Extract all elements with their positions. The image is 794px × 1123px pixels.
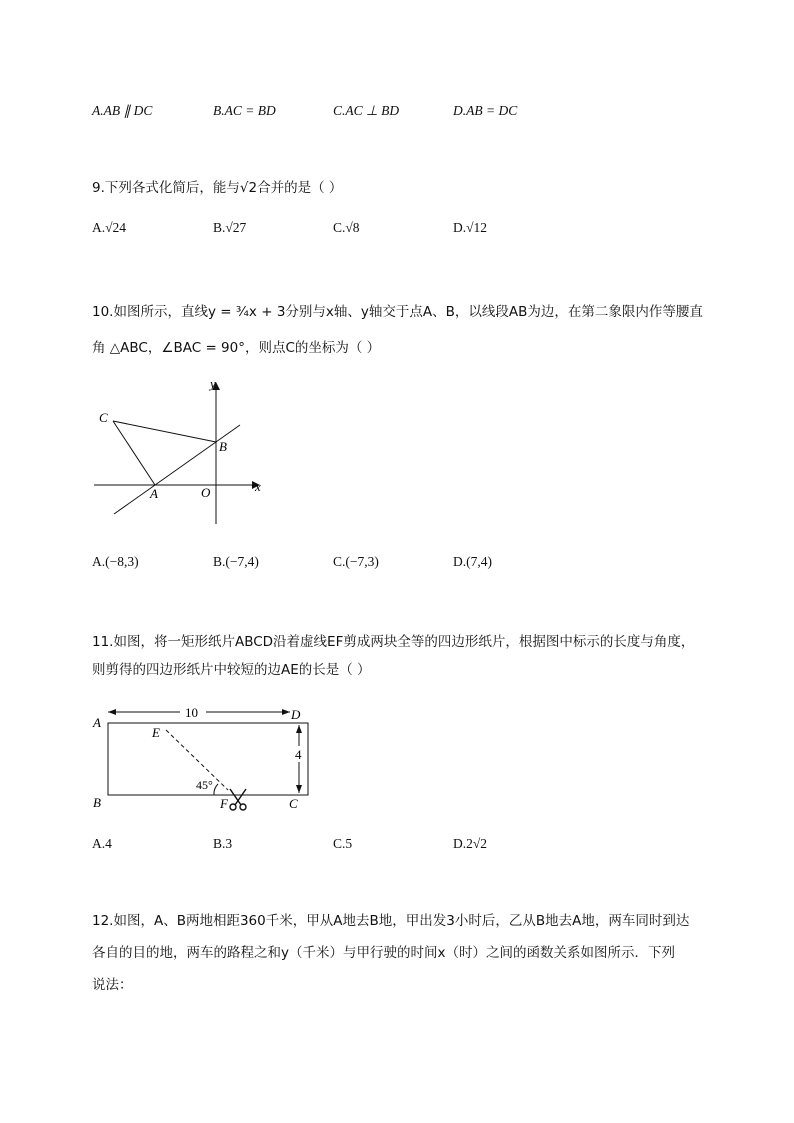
q10-stem-line1: 10.如图所示，直线y = ¾x + 3分别与x轴、y轴交于点A、B，以线段AB为边，在第二象限内作等腰直	[92, 304, 703, 320]
q11-stem-line1: 11.如图，将一矩形纸片ABCD沿着虚线EF剪成两块全等的四边形纸片，根据图中标示的长度与角度，	[92, 634, 695, 650]
q8-option-b: B.AC = BD	[213, 103, 276, 118]
q11-label-d: D	[291, 707, 301, 722]
q9-option-a: A.√24	[92, 220, 127, 235]
q12-line3: 说法：	[92, 977, 133, 993]
scissors-icon	[230, 789, 246, 810]
q12-line1: 12.如图，A、B两地相距360千米，甲从A地去B地，甲出发3小时后，乙从B地去A地，两车同时到达	[92, 913, 690, 929]
q10-option-b: B.(−7,4)	[213, 554, 259, 569]
q8-option-a: A.AB ∥ DC	[92, 103, 153, 118]
q10-label-c: C	[99, 410, 108, 425]
q8-option-d: D.AB = DC	[453, 103, 518, 118]
q9-option-c: C.√8	[333, 220, 360, 235]
q10-stem-line2: 角 △ABC，∠BAC = 90°，则点C的坐标为（ ）	[92, 340, 381, 356]
q8-option-c: C.AC ⊥ BD	[333, 103, 400, 118]
q9-option-d: D.√12	[453, 220, 488, 235]
q10-option-d: D.(7,4)	[453, 554, 492, 569]
q10-label-o: O	[201, 485, 211, 500]
q12-line2: 各自的目的地，两车的路程之和y（千米）与甲行驶的时间x（时）之间的函数关系如图所示．下列	[92, 945, 675, 961]
q11-label-c: C	[289, 796, 298, 811]
q11-label-e: E	[152, 725, 160, 740]
q10-figure	[80, 370, 270, 530]
q11-label-b: B	[93, 795, 101, 810]
q11-label-f: F	[220, 796, 228, 811]
q10-option-a: A.(−8,3)	[92, 554, 139, 569]
q10-label-y: y	[210, 376, 216, 391]
q9-stem: 9.下列各式化简后，能与√2合并的是（ ）	[92, 180, 343, 196]
q11-option-c: C.5	[333, 836, 353, 851]
q10-segment-cb	[113, 421, 216, 442]
q11-label-side-length: 4	[295, 747, 302, 762]
q9-option-b: B.√27	[213, 220, 247, 235]
q10-label-a: A	[150, 486, 158, 501]
q11-stem-line2: 则剪得的四边形纸片中较短的边AE的长是（ ）	[92, 662, 371, 678]
q10-label-x: x	[255, 479, 261, 494]
q11-label-angle: 45°	[196, 778, 213, 792]
q10-option-c: C.(−7,3)	[333, 554, 379, 569]
q11-option-a: A.4	[92, 836, 112, 851]
q11-label-a: A	[93, 715, 101, 730]
q11-option-d: D.2√2	[453, 836, 488, 851]
q11-figure	[90, 700, 320, 820]
q10-label-b: B	[219, 439, 227, 454]
q10-segment-ca	[113, 421, 155, 485]
q11-option-b: B.3	[213, 836, 233, 851]
q11-label-top-length: 10	[185, 705, 198, 720]
